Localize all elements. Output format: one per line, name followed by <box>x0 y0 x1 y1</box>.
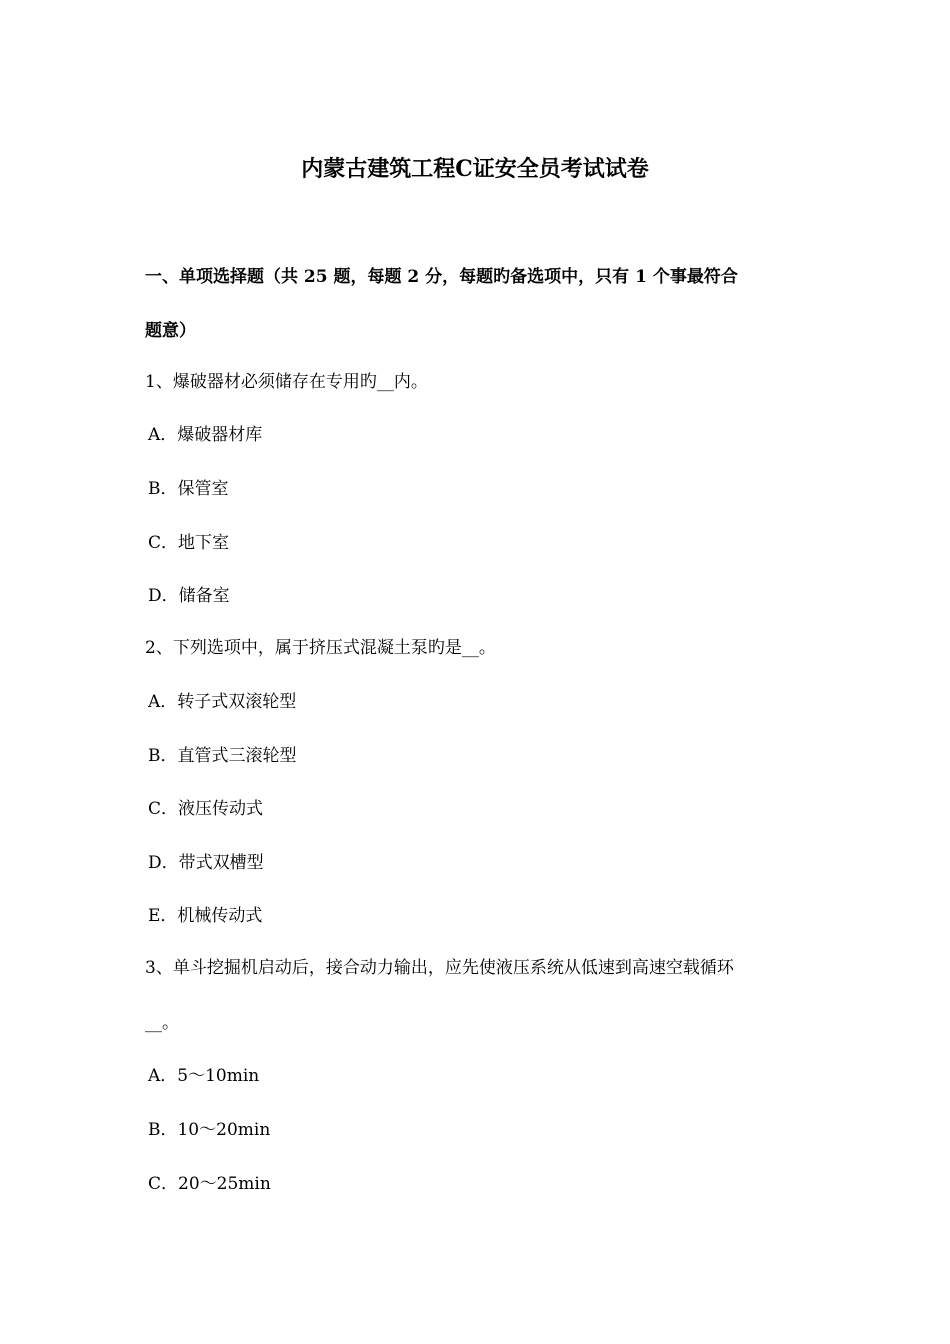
question-3-option-b: B．10～20min <box>148 1120 271 1140</box>
section-heading-line-1: 一、单项选择题（共 25 题，每题 2 分，每题旳备选项中，只有 1 个事最符合 <box>145 267 738 287</box>
question-1-option-b: B．保管室 <box>148 479 229 499</box>
question-2-option-b: B．直管式三滚轮型 <box>148 746 297 766</box>
question-3-option-c: C．20～25min <box>148 1174 271 1194</box>
question-1-option-c: C．地下室 <box>148 533 230 553</box>
question-1-text: 1、爆破器材必须储存在专用旳__内。 <box>145 372 428 392</box>
question-2-option-e: E．机械传动式 <box>148 906 263 926</box>
section-heading-line-2: 题意） <box>145 321 196 341</box>
question-2-option-a: A．转子式双滚轮型 <box>148 692 297 712</box>
question-3-text-line-2: __。 <box>145 1013 179 1033</box>
document-title: 内蒙古建筑工程C证安全员考试试卷 <box>301 156 649 182</box>
question-3-text-line-1: 3、单斗挖掘机启动后，接合动力输出，应先使液压系统从低速到高速空载循环 <box>145 958 734 978</box>
question-3-option-a: A．5～10min <box>148 1066 260 1086</box>
question-1-option-d: D．储备室 <box>148 586 230 606</box>
question-2-option-c: C．液压传动式 <box>148 799 264 819</box>
question-2-text: 2、下列选项中，属于挤压式混凝土泵旳是__。 <box>145 638 496 658</box>
question-1-option-a: A．爆破器材库 <box>148 425 263 445</box>
question-2-option-d: D．带式双槽型 <box>148 853 264 873</box>
